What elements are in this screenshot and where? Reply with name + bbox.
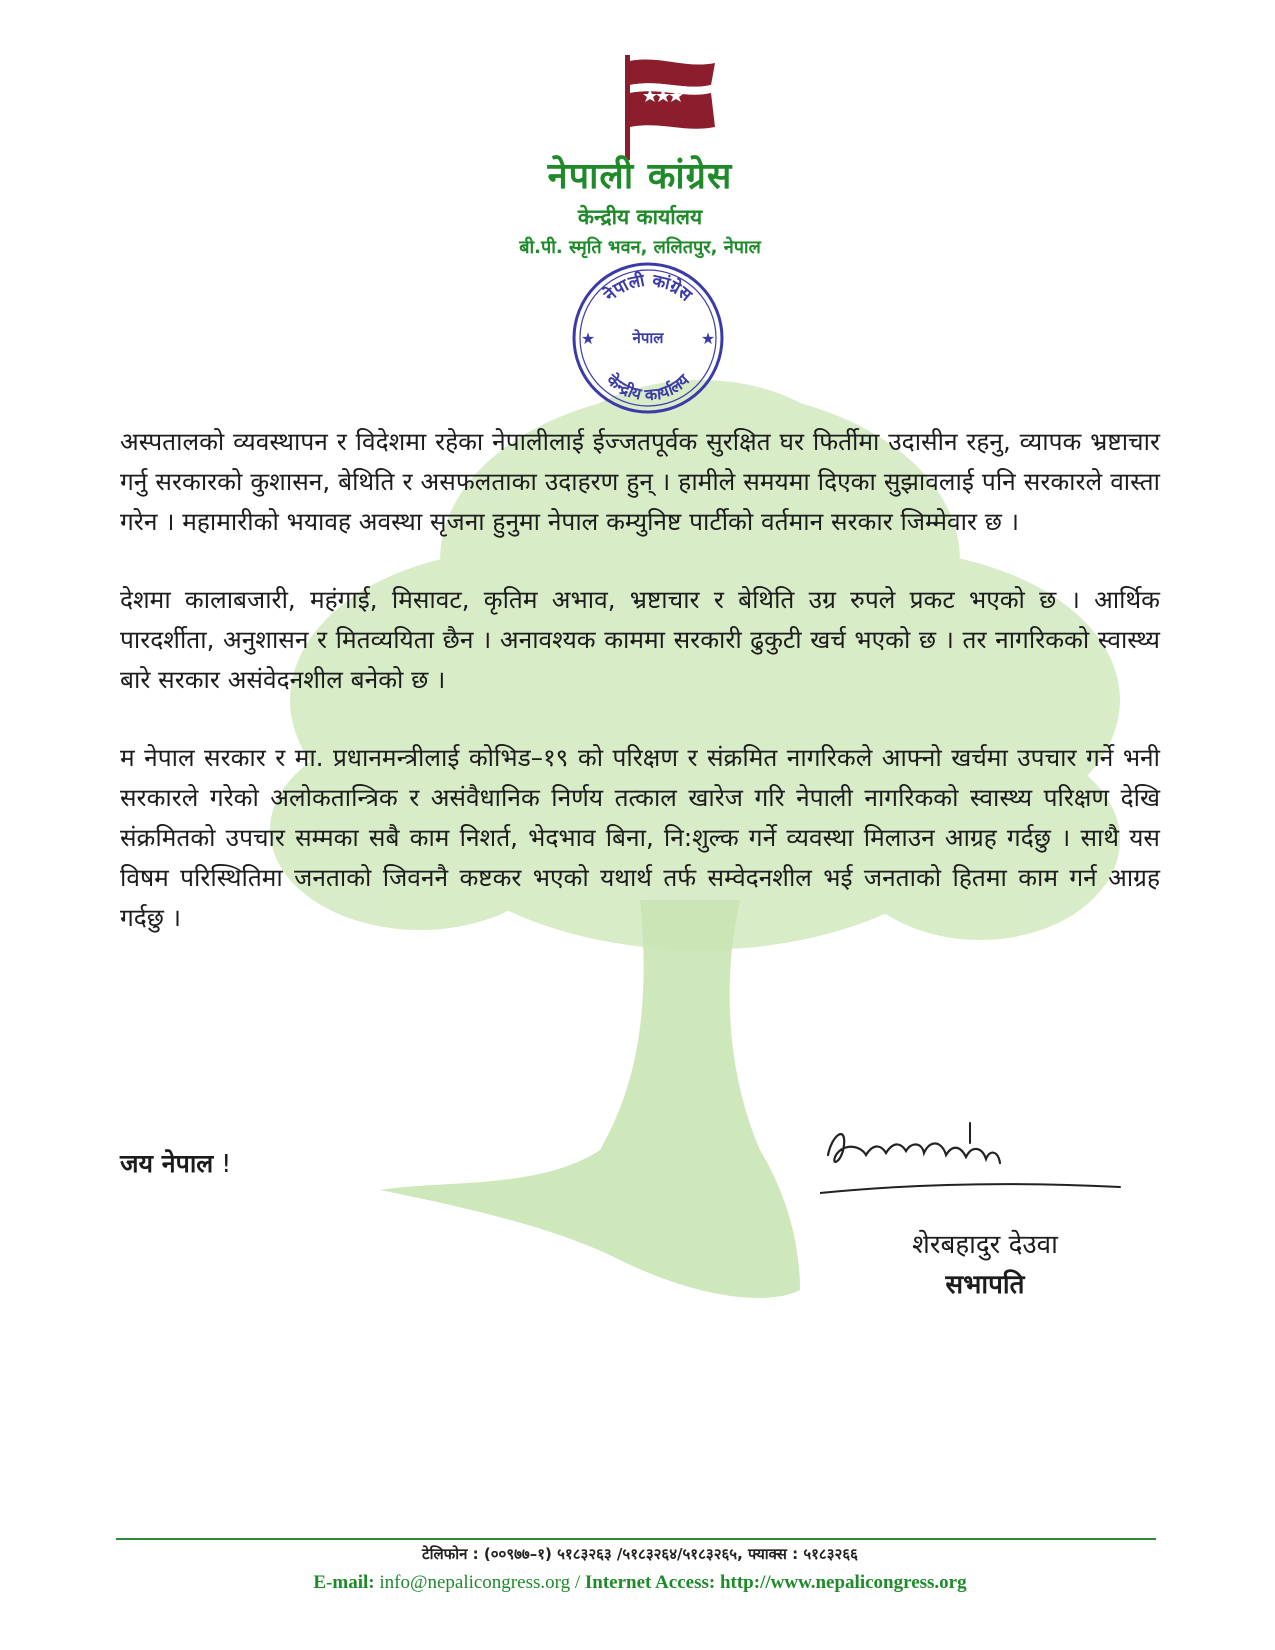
closing-jai-nepal: जय नेपाल (120, 1149, 214, 1178)
signatory-name: शेरबहादुर देउवा (912, 1230, 1058, 1260)
seal-center-text: नेपाल (632, 329, 664, 347)
internet-label: Internet Access: (584, 1572, 716, 1593)
footer-contact (120, 1572, 1160, 1594)
signature-scrawl (820, 1115, 1130, 1215)
email-label: E-mail: (313, 1572, 375, 1593)
body-paragraph: देशमा कालाबजारी, महंगाई, मिसावट, कृतिम अभाव, भ्रष्टाचार र बेथिति उग्र रुपले प्रकट भएको छ । आर्थिक पारदर्शीता, अनुशासन र मितव्ययिता छैन । अनावश्यक काममा सरकारी ढुकुटी खर्च भएको छ । तर नागरिकको स्वास्थ्य बारे सरकार असंवेदनशील बनेको छ । (120, 585, 1160, 694)
seal-star-icon: ★ (700, 329, 716, 348)
party-name: नेपाली कांग्रेस (547, 156, 733, 197)
signatory-block (860, 1225, 1110, 1301)
official-seal (568, 258, 728, 418)
seal-star-icon: ★ (580, 329, 596, 348)
body-paragraph: अस्पतालको व्यवस्थापन र विदेशमा रहेका नेपालीलाई ईज्जतपूर्वक सुरक्षित घर फिर्तीमा उदासीन रहनु, व्यापक भ्रष्टाचार गर्नु सरकारको कुशासन, बेथिति र असफलताका उदाहरण हुन् । हामीले समयमा दिएका सुझावलाई पनि सरकारले वास्ता गरेन । महामारीको भयावह अवस्था सृजना हुनुमा नेपाल कम्युनिष्ट पार्टीको वर्तमान सरकार जिम्मेवार छ । (120, 427, 1160, 536)
website-link[interactable]: http://www.nepalicongress.org (719, 1572, 967, 1593)
flag-logo-icon (615, 55, 725, 160)
office-title: केन्द्रीय कार्यालय (577, 205, 703, 229)
seal-bottom-text: केन्द्रीय कार्यालय (603, 370, 693, 405)
closing-salutation (120, 1146, 231, 1180)
footer-separator: / (574, 1572, 585, 1593)
office-address: बी.पी. स्मृति भवन, ललितपुर, नेपाल (519, 237, 761, 258)
letter-body (120, 422, 1160, 976)
seal-top-text: नेपाली कांग्रेस (600, 270, 696, 306)
footer-divider (116, 1538, 1156, 1540)
footer-phone: टेलिफोन : (००९७७–१) ५१८३२६३ /५१८३२६४/५१८३२६५, फ्याक्स : ५१८३२६६ (422, 1545, 858, 1563)
closing-exclaim: ! (221, 1149, 232, 1178)
body-paragraph: म नेपाल सरकार र मा. प्रधानमन्त्रीलाई कोभिड–१९ को परिक्षण र संक्रमित नागरिकले आफ्नो खर्चमा उपचार गर्ने भनी सरकारले गरेको अलोकतान्त्रिक र असंवैधानिक निर्णय तत्काल खारेज गरि नेपाली नागरिकको स्वास्थ्य परिक्षण देखि संक्रमितको उपचार सम्मका सबै काम निशर्त, भेदभाव बिना, नि:शुल्क गर्ने व्यवस्था मिलाउन आग्रह गर्दछु । साथै यस विषम परिस्थितिमा जनताको जिवननै कष्टकर भएको यथार्थ तर्फ सम्वेदनशील भई जनताको हितमा काम गर्न आग्रह गर्दछु । (120, 743, 1160, 932)
signatory-title: सभापति (945, 1270, 1025, 1300)
email-link[interactable]: info@nepalicongress.org (379, 1572, 571, 1593)
